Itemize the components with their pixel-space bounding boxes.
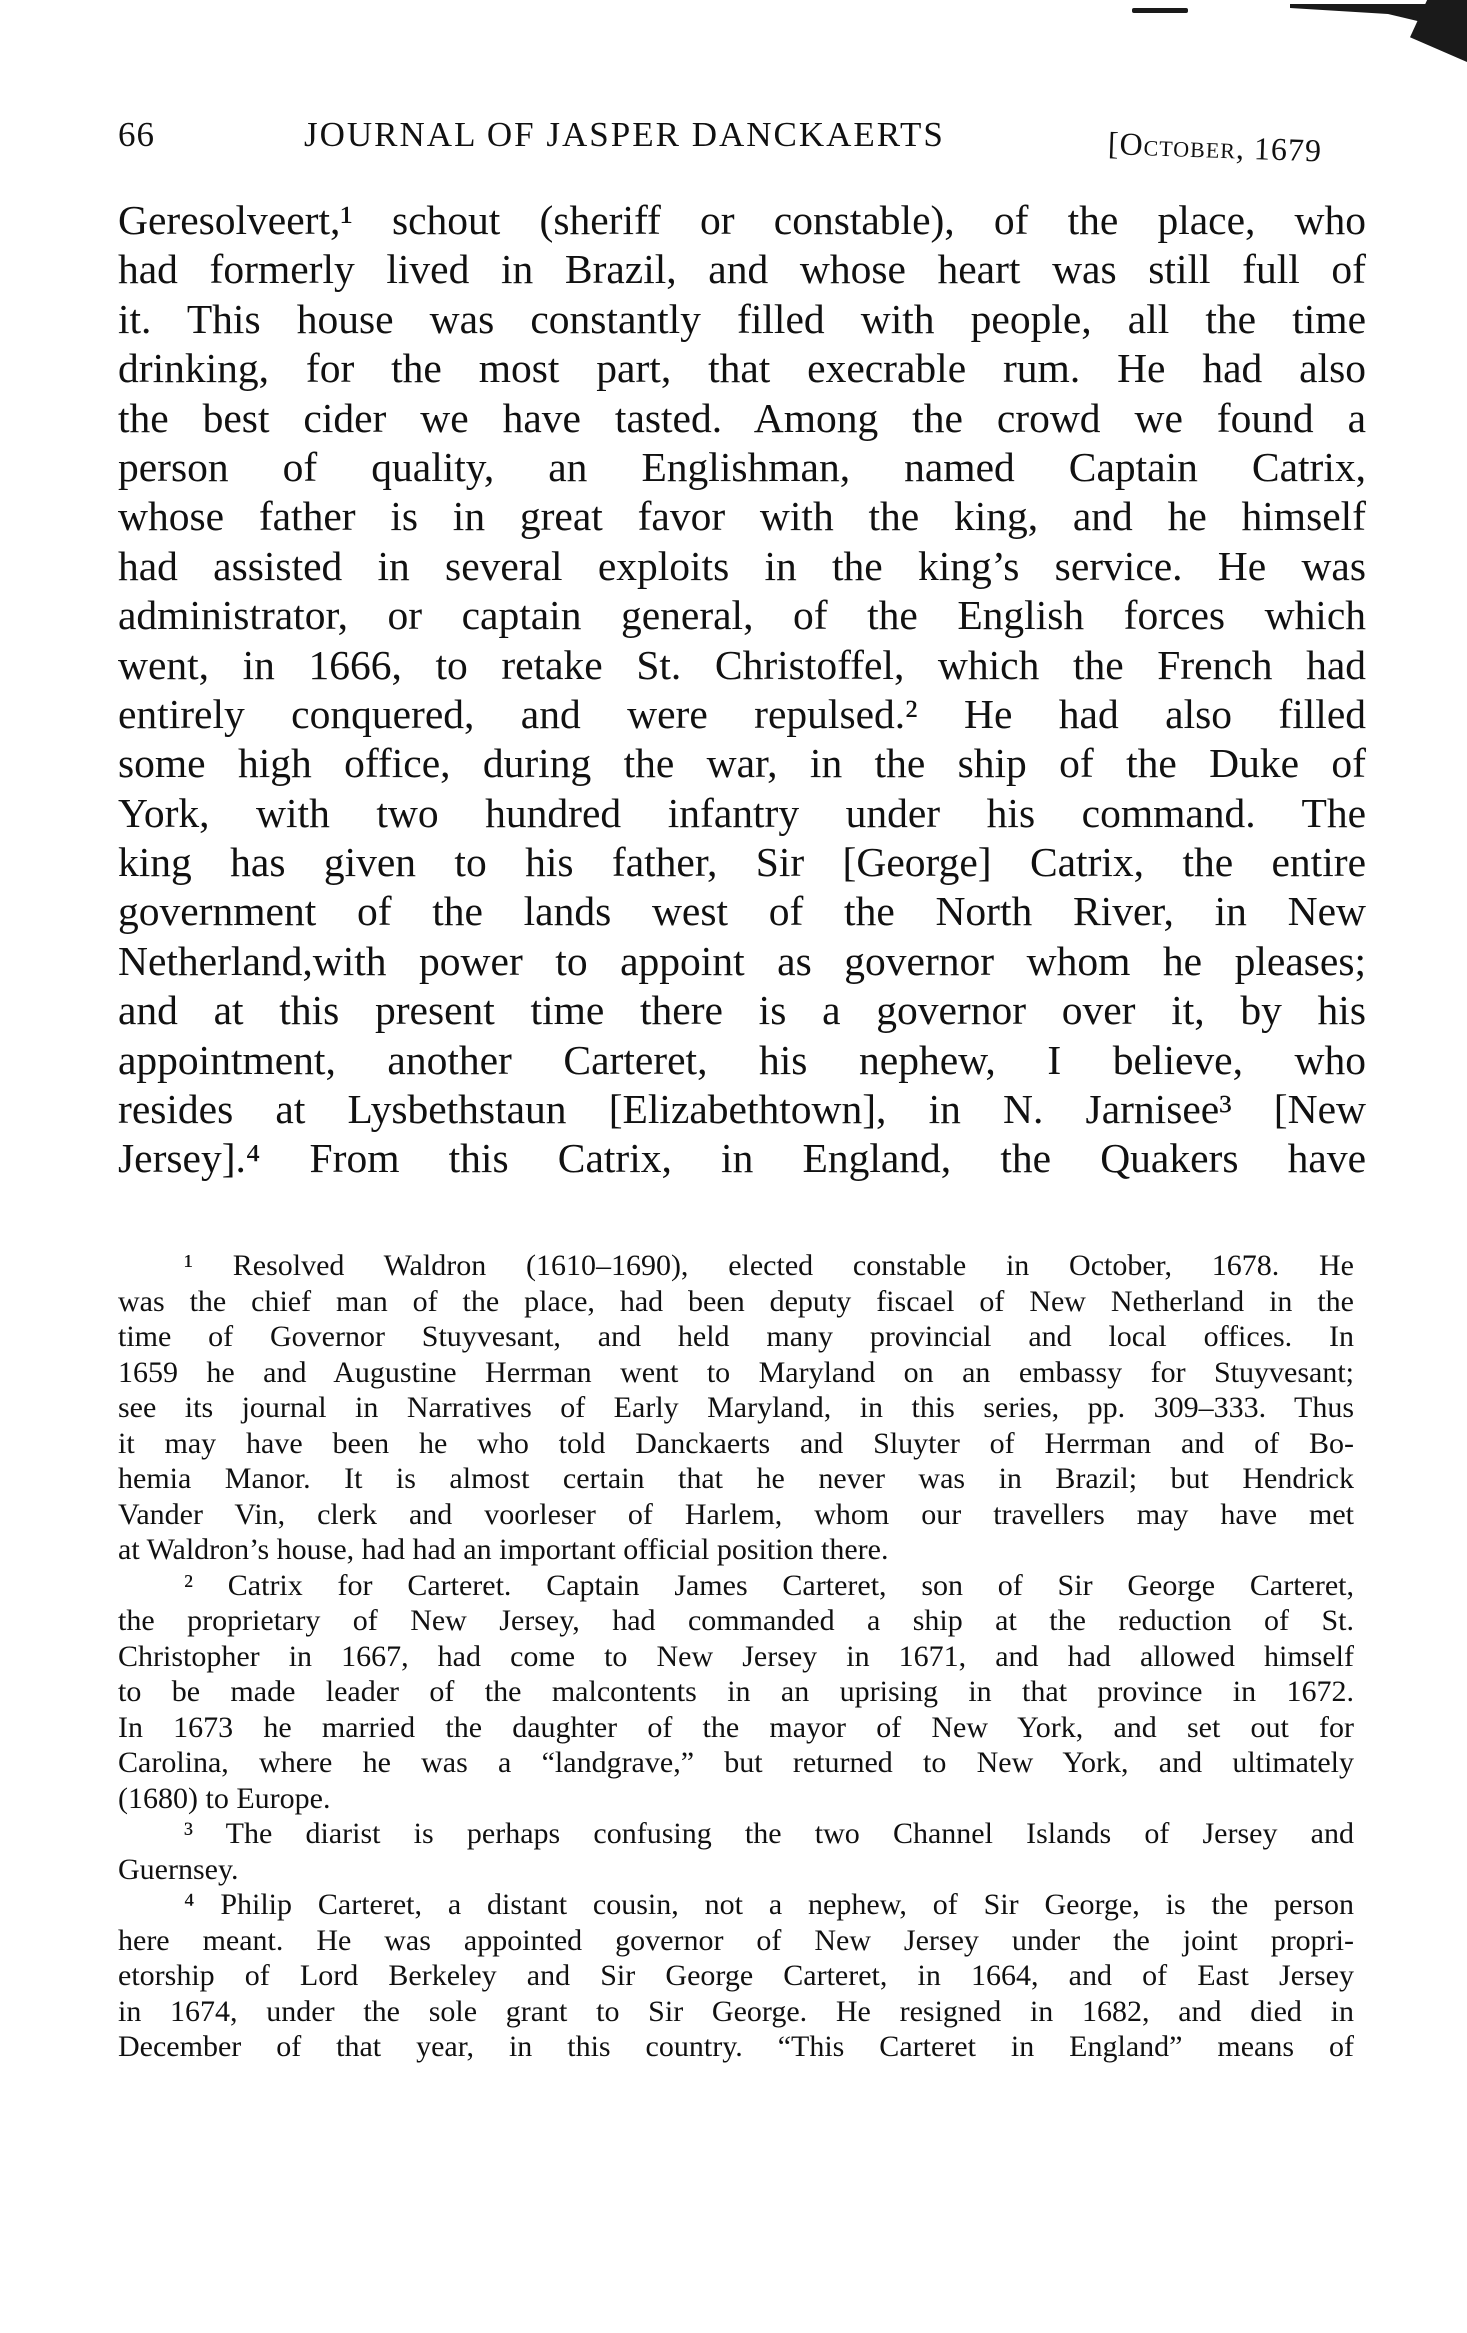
footnote-line: time of Governor Stuyvesant, and held many provincial and local offices. In <box>118 1320 1354 1353</box>
footnote-line: ³ The diarist is perhaps confusing the two Channel Islands of Jersey and <box>184 1817 1354 1850</box>
text-line: it. This house was constantly filled with people, all the time <box>118 295 1366 342</box>
footnote-line: Vander Vin, clerk and voorleser of Harlem, whom our travellers may have met <box>118 1497 1354 1531</box>
text-line: king has given to his father, Sir [George] Catrix, the entire <box>118 839 1366 886</box>
footnote-line: ¹ Resolved Waldron (1610–1690), elected constable in October, 1678. He <box>184 1249 1354 1282</box>
text-line: had assisted in several exploits in the king’s service. He was <box>118 542 1366 589</box>
text-line: and at this present time there is a governor over it, by his <box>118 987 1366 1034</box>
text-line: administrator, or captain general, of the English forces which <box>118 592 1366 639</box>
text-line: Netherland,with power to appoint as governor whom he pleases; <box>118 937 1366 984</box>
footnote-line: the proprietary of New Jersey, had commanded a ship at the reduction of St. <box>118 1604 1354 1637</box>
text-line: whose father is in great favor with the king, and he himself <box>118 493 1366 540</box>
text-line: had formerly lived in Brazil, and whose heart was still full of <box>118 246 1366 293</box>
footnote-line: hemia Manor. It is almost certain that he never was in Brazil; but Hendrick <box>118 1462 1354 1495</box>
footnote-line: Carolina, where he was a “landgrave,” but returned to New York, and ultimately <box>118 1746 1354 1779</box>
page-number: 66 <box>118 115 155 154</box>
footnote-line: see its journal in Narratives of Early Maryland, in this series, pp. 309–333. Thus <box>118 1391 1354 1424</box>
footnote-line: Christopher in 1667, had come to New Jersey in 1671, and had allowed himself <box>118 1639 1354 1673</box>
text-line: resides at Lysbethstaun [Elizabethtown], in N. Jarnisee³ [New <box>118 1086 1366 1133</box>
footnote-line: 1659 he and Augustine Herrman went to Maryland on an embassy for Stuyvesant; <box>118 1355 1354 1389</box>
text-line: appointment, another Carteret, his nephew, I believe, who <box>118 1036 1366 1083</box>
text-line: went, in 1666, to retake St. Christoffel, which the French had <box>118 641 1366 688</box>
body-text <box>118 196 1366 1184</box>
footnote-line: In 1673 he married the daughter of the mayor of New York, and set out for <box>118 1710 1354 1744</box>
footnote-line: ⁴ Philip Carteret, a distant cousin, not a nephew, of Sir George, is the person <box>184 1888 1354 1921</box>
footnote-line: to be made leader of the malcontents in an uprising in that province in 1672. <box>118 1675 1354 1708</box>
footnote-line: ² Catrix for Carteret. Captain James Carteret, son of Sir George Carteret, <box>184 1568 1354 1602</box>
footnote-line: (1680) to Europe. <box>118 1781 331 1815</box>
running-header <box>118 110 1378 170</box>
footnote-line: at Waldron’s house, had had an important official position there. <box>118 1533 889 1566</box>
text-line: the best cider we have tasted. Among the crowd we found a <box>118 394 1366 441</box>
footnotes <box>118 1248 1354 2065</box>
header-date: [October, 1679 <box>1107 125 1323 169</box>
footnote-line: it may have been he who told Danckaerts and Sluyter of Herrman and of Bo- <box>118 1426 1354 1460</box>
text-line: York, with two hundred infantry under his command. The <box>118 789 1366 836</box>
running-title: JOURNAL OF JASPER DANCKAERTS <box>304 115 945 154</box>
footnote-line: in 1674, under the sole grant to Sir George. He resigned in 1682, and died in <box>118 1994 1354 2028</box>
text-line: Geresolveert,¹ schout (sheriff or constable), of the place, who <box>118 197 1366 243</box>
text-line: government of the lands west of the North River, in New <box>118 888 1366 935</box>
text-line: Jersey].⁴ From this Catrix, in England, the Quakers have <box>118 1135 1366 1182</box>
footnote-line: December of that year, in this country. “This Carteret in England” means of <box>118 2030 1354 2063</box>
footnote-line: etorship of Lord Berkeley and Sir George Carteret, in 1664, and of East Jersey <box>118 1959 1354 1992</box>
scan-artifact-mark <box>1290 4 1430 24</box>
scan-artifact-mark <box>1132 8 1188 13</box>
text-line: entirely conquered, and were repulsed.² He had also filled <box>118 690 1366 737</box>
text-line: drinking, for the most part, that execrable rum. He had also <box>118 345 1366 392</box>
footnote-line: was the chief man of the place, had been deputy fiscael of New Netherland in the <box>118 1284 1354 1318</box>
text-line: person of quality, an Englishman, named Captain Catrix, <box>118 443 1366 490</box>
footnote-line: Guernsey. <box>118 1852 239 1886</box>
text-line: some high office, during the war, in the ship of the Duke of <box>118 740 1366 787</box>
footnote-line: here meant. He was appointed governor of New Jersey under the joint propri- <box>118 1923 1354 1957</box>
